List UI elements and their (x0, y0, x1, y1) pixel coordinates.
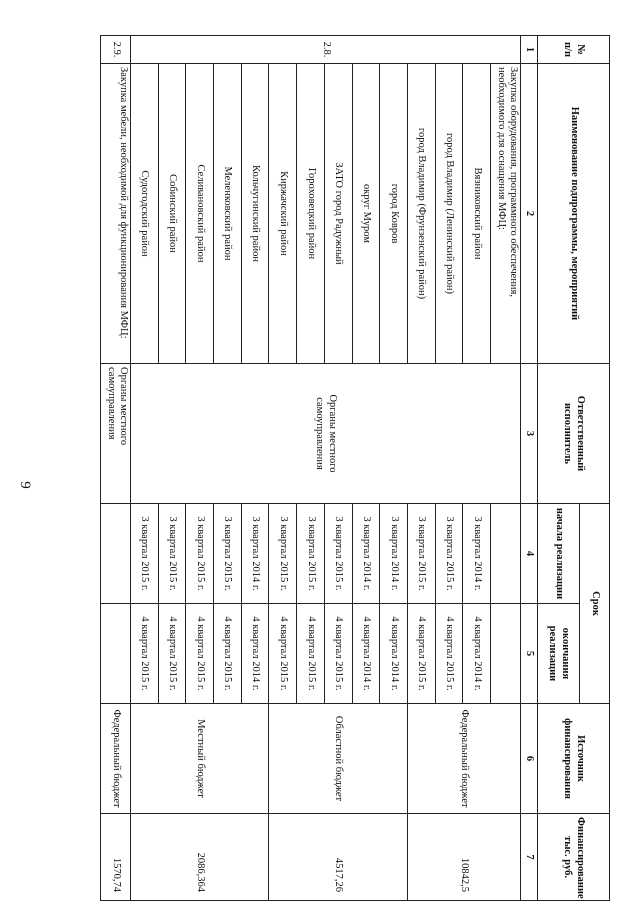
start-cell (101, 504, 131, 604)
header-start: начала реализации (538, 504, 580, 604)
start-cell: 3 квартал 2015 г. (158, 504, 186, 604)
funding-amount: 1570,74 (101, 814, 131, 901)
end-cell: 4 квартал 2014 г. (352, 604, 380, 704)
col-number: 4 (521, 504, 538, 604)
header-num: № п/п (538, 36, 610, 64)
start-cell: 3 квартал 2015 г. (407, 504, 435, 604)
district-name: город Владимир (Фрунзенский район) (407, 64, 435, 364)
start-cell: 3 квартал 2015 г. (297, 504, 325, 604)
start-cell: 3 квартал 2015 г. (214, 504, 242, 604)
start-cell: 3 квартал 2014 г. (241, 504, 269, 604)
col-number: 1 (521, 36, 538, 64)
funding-source: Федеральный бюджет (101, 704, 131, 814)
measure-title: Закупка оборудования, программного обеспечения, необходимого для оснащения МФЦ: (491, 64, 521, 364)
column-number-row (521, 36, 538, 901)
funding-amount: 2086,364 (131, 814, 270, 901)
district-name: округ Муром (352, 64, 380, 364)
end-cell: 4 квартал 2015 г. (186, 604, 214, 704)
funding-source: Областной бюджет (269, 704, 407, 814)
funding-amount: 4517,26 (269, 814, 407, 901)
district-name: Собинский район (158, 64, 186, 364)
header-term: Срок (580, 504, 610, 704)
table-row (101, 36, 131, 901)
district-name: Судогодский район (131, 64, 159, 364)
district-name: Киржачский район (269, 64, 297, 364)
start-cell: 3 квартал 2015 г. (131, 504, 159, 604)
end-cell: 4 квартал 2014 г. (241, 604, 269, 704)
start-cell (491, 504, 521, 604)
end-cell: 4 квартал 2015 г. (158, 604, 186, 704)
start-cell: 3 квартал 2015 г. (435, 504, 463, 604)
row-number: 2.8. (131, 36, 521, 64)
executor-cell: Органы местного самоуправления (101, 364, 131, 504)
district-name: город Ковров (380, 64, 408, 364)
end-cell: 4 квартал 2014 г. (463, 604, 491, 704)
executor-cell: Органы местного самоуправления (131, 364, 521, 504)
page-number: 9 (17, 481, 33, 489)
end-cell: 4 квартал 2015 г. (435, 604, 463, 704)
district-name: Селивановский район (186, 64, 214, 364)
table-row (491, 36, 521, 901)
start-cell: 3 квартал 2015 г. (186, 504, 214, 604)
col-number: 2 (521, 64, 538, 364)
funding-source: Федеральный бюджет (407, 704, 520, 814)
funding-source: Местный бюджет (131, 704, 270, 814)
header-source: Источник финансирования (538, 704, 610, 814)
funding-amount: 10842,5 (407, 814, 520, 901)
measure-title: Закупка мебели, необходимой для функционирования МФЦ: (101, 64, 131, 364)
start-cell: 3 квартал 2014 г. (352, 504, 380, 604)
district-name: Вязниковский район (463, 64, 491, 364)
district-name: Меленковский район (214, 64, 242, 364)
district-name: город Владимир (Ленинский район) (435, 64, 463, 364)
program-table-sheet (100, 35, 610, 900)
district-name: Гороховецкий район (297, 64, 325, 364)
row-number: 2.9. (101, 36, 131, 64)
start-cell: 3 квартал 2014 г. (463, 504, 491, 604)
start-cell: 3 квартал 2015 г. (269, 504, 297, 604)
header-name: Наименование подпрограммы, мероприятий (538, 64, 610, 364)
end-cell (101, 604, 131, 704)
header-executor: Ответственный исполнитель (538, 364, 610, 504)
start-cell: 3 квартал 2015 г. (324, 504, 352, 604)
col-number: 7 (521, 814, 538, 901)
program-table (100, 35, 610, 901)
start-cell: 3 квартал 2014 г. (380, 504, 408, 604)
col-number: 3 (521, 364, 538, 504)
end-cell: 4 квартал 2015 г. (269, 604, 297, 704)
district-name: ЗАТО город Радужный (324, 64, 352, 364)
col-number: 5 (521, 604, 538, 704)
end-cell: 4 квартал 2015 г. (131, 604, 159, 704)
end-cell: 4 квартал 2015 г. (324, 604, 352, 704)
district-name: Кольчугинский район (241, 64, 269, 364)
end-cell: 4 квартал 2015 г. (297, 604, 325, 704)
end-cell: 4 квартал 2015 г. (407, 604, 435, 704)
header-end: окончания реализации (538, 604, 580, 704)
end-cell: 4 квартал 2015 г. (214, 604, 242, 704)
end-cell (491, 604, 521, 704)
header-amount: Финансирование тыс. руб. (538, 814, 610, 901)
col-number: 6 (521, 704, 538, 814)
end-cell: 4 квартал 2014 г. (380, 604, 408, 704)
